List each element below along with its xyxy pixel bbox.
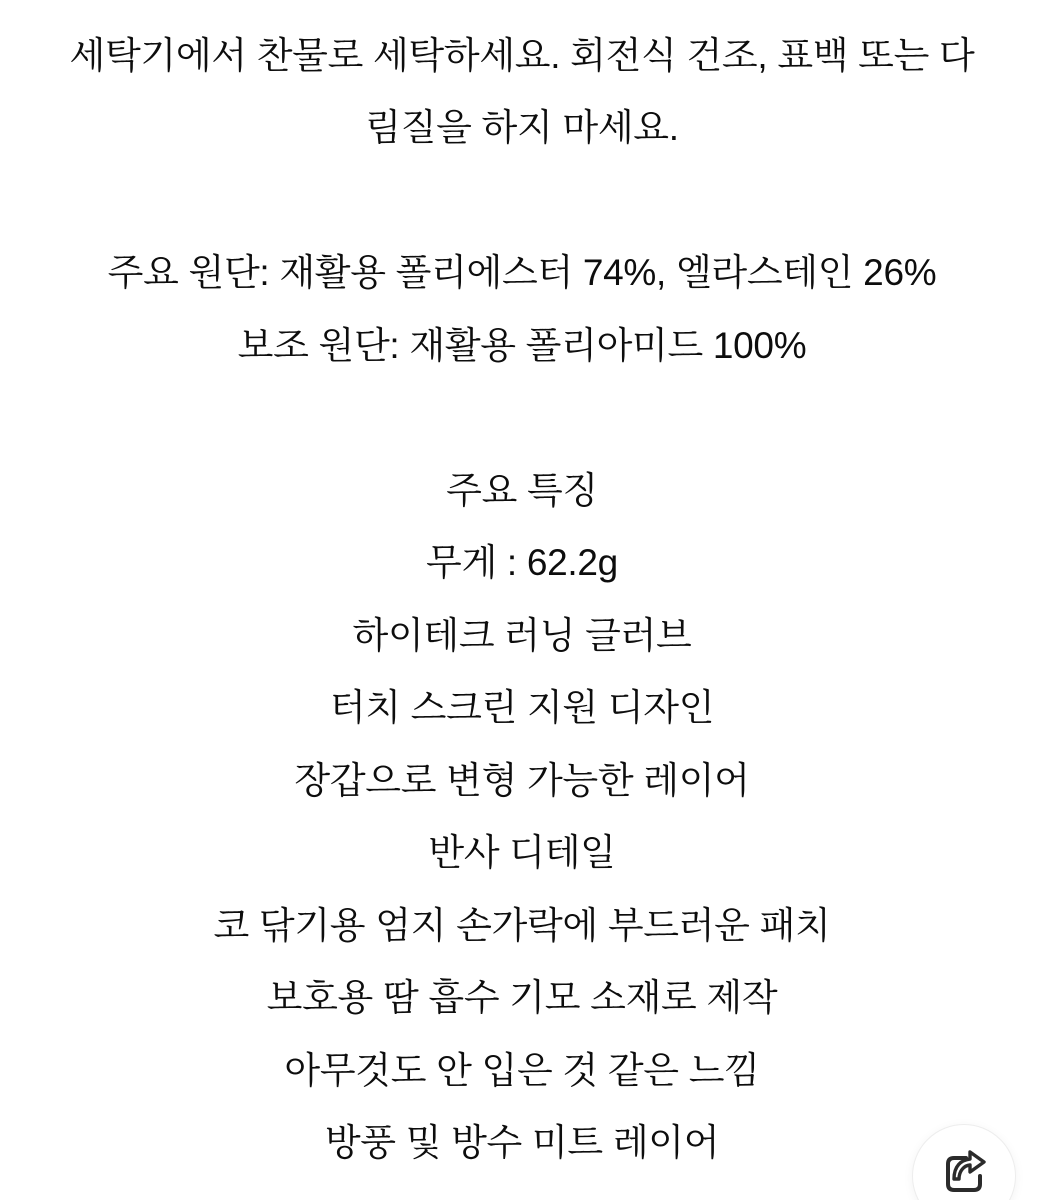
care-instructions (0, 19, 1044, 164)
feature-item: 보호용 땀 흡수 기모 소재로 제작 (266, 977, 778, 1019)
paragraph-gap (0, 382, 1044, 455)
features-section (0, 454, 1044, 1179)
paragraph-gap (0, 164, 1044, 237)
material-main-fabric-line: 주요 원단: 재활용 폴리에스터 74%, 엘라스테인 26% (107, 252, 937, 294)
features-heading: 주요 특징 (446, 469, 598, 511)
care-instructions-line: 세탁기에서 찬물로 세탁하세요. 회전식 건조, 표백 또는 다 (69, 34, 975, 76)
feature-item: 코 닦기용 엄지 손가락에 부드러운 패치 (213, 904, 831, 946)
material-secondary-fabric-line: 보조 원단: 재활용 폴리아미드 100% (237, 324, 807, 366)
feature-item: 방풍 및 방수 미트 레이어 (324, 1122, 720, 1164)
feature-item: 반사 디테일 (428, 832, 616, 874)
share-icon (940, 1147, 988, 1195)
feature-item: 터치 스크린 지원 디자인 (329, 687, 715, 729)
care-instructions-line: 림질을 하지 마세요. (365, 107, 679, 149)
feature-item: 아무것도 안 입은 것 같은 느낌 (284, 1049, 760, 1091)
feature-item: 하이테크 러닝 글러브 (352, 614, 692, 656)
feature-item: 장갑으로 변형 가능한 레이어 (294, 759, 750, 801)
feature-item-weight: 무게 : 62.2g (426, 542, 618, 584)
materials (0, 237, 1044, 382)
